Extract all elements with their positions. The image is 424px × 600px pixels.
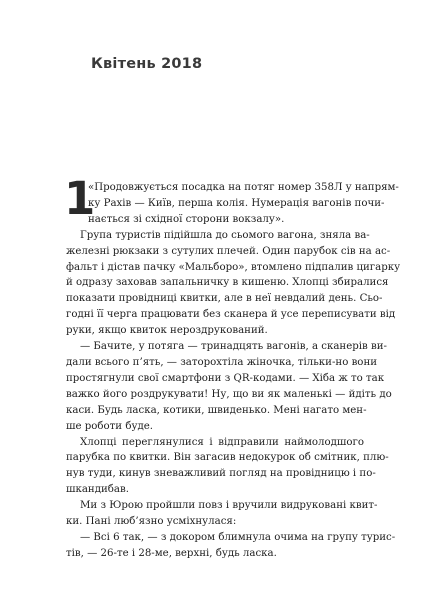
chapter-number-dropcap: 1 [64,172,96,225]
text-line: показати провідниці квитки, але в неї невдалий день. Сьо- [66,293,383,305]
text-line: ше роботи буде. [66,420,153,432]
text-line: руки, якщо квиток нероздрукований. [66,325,268,337]
text-line: й одразу заховав запальничку в кишеню. Хлопці збиралися [66,277,389,289]
chapter-title: Квітень 2018 [91,56,203,72]
text-line: железні рюкзаки з сутулих плечей. Один парубок сів на ас- [66,245,391,257]
text-line: нається зі східної сторони вокзалу». [88,213,285,225]
text-line: «Продовжується посадка на потяг номер 358Л у напрям- [88,182,399,193]
body-text [66,180,401,562]
text-line: парубка по квитки. Він загасив недокурок об смітник, плю- [66,452,389,464]
text-line: простягнули свої смартфони з QR-кодами. — Хіба ж то так [66,372,385,384]
text-line: Хлопці переглянулися і відправили наймолодшого [80,436,364,448]
text-line: нув туди, кинув зневажливий погляд на провідницю і по- [66,468,376,480]
text-line: — Всі 6 так, — з докором блимнула очима на групу турис- [80,531,396,543]
text-line: каси. Будь ласка, котики, швиденько. Мені нагато мен- [66,404,367,416]
text-line: Група туристів підійшла до сьомого вагона, зняла ва- [80,229,370,241]
text-line: Ми з Юрою пройшли повз і вручили видруковані квит- [80,500,378,512]
text-line: — Бачите, у потяга — тринадцять вагонів, а сканерів ви- [80,341,387,353]
text-line: важко його роздрукувати! Ну, що ви як маленькі — йдіть до [66,388,392,400]
text-line: шкандибав. [66,484,129,496]
text-line: годні її черга працювати без сканера й усе переписувати від [66,309,396,321]
text-line: ки. Пані люб’язно усміхнулася: [66,516,237,528]
text-line: дали всього п’ять, — заторохтіла жіночка, тільки-но вони [66,356,378,368]
text-line: ку Рахів — Київ, перша колія. Нумерація вагонів почи- [88,197,385,209]
text-line: фальт і дістав пачку «Мальборо», втомлено підпалив цигарку [66,261,401,273]
text-line: тів, — 26-те і 28-ме, верхні, будь ласка. [66,547,277,559]
